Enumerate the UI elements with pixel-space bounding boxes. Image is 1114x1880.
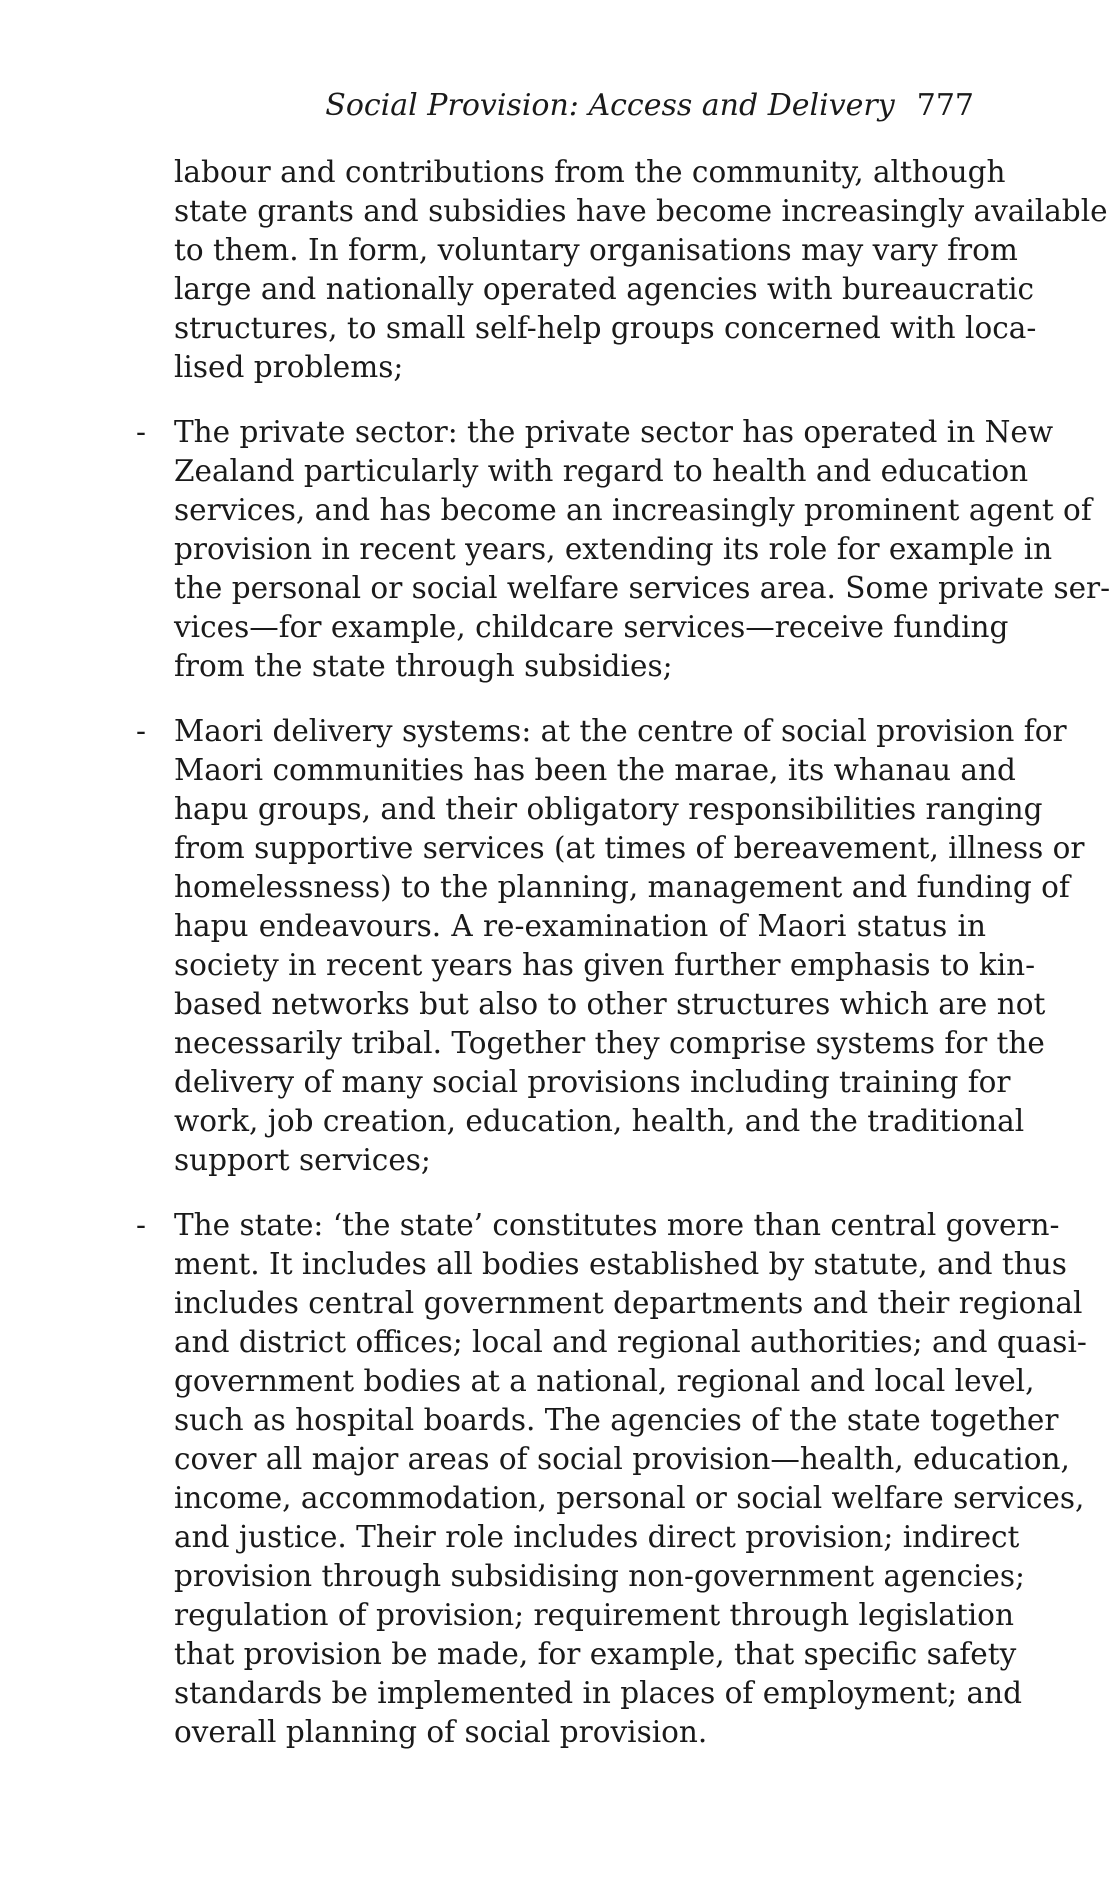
text-line: the personal or social welfare services area. Some private ser- (174, 571, 1111, 605)
text-line: delivery of many social provisions including training for (174, 1065, 1011, 1099)
text-line: government bodies at a national, regional and local level, (174, 1364, 1035, 1398)
continuation-paragraph (174, 153, 1108, 387)
text-line: based networks but also to other structures which are not (174, 987, 1046, 1021)
list-dash: - (136, 714, 146, 748)
list-dash: - (136, 415, 146, 449)
text-line: The private sector: the private sector has operated in New (174, 415, 1054, 449)
text-line: necessarily tribal. Together they comprise systems for the (174, 1026, 1045, 1060)
text-line: large and nationally operated agencies with bureaucratic (174, 272, 1035, 306)
text-line: support services; (174, 1143, 431, 1177)
text-line: provision through subsidising non-government agencies; (174, 1559, 1025, 1593)
text-line: such as hospital boards. The agencies of the state together (174, 1403, 1059, 1437)
text-line: from supportive services (at times of bereavement, illness or (174, 831, 1085, 865)
running-head (325, 88, 974, 124)
list-dash: - (136, 1208, 146, 1242)
text-line: income, accommodation, personal or social welfare services, (174, 1481, 1085, 1515)
text-line: to them. In form, voluntary organisations may vary from (174, 233, 1018, 267)
text-line: and district offices; local and regional authorities; and quasi- (174, 1325, 1087, 1359)
page-number: 777 (916, 88, 974, 123)
text-line: includes central government departments and their regional (174, 1286, 1083, 1320)
text-line: regulation of provision; requirement through legislation (174, 1598, 1014, 1632)
text-line: standards be implemented in places of employment; and (174, 1676, 1022, 1710)
body-text (136, 153, 1111, 1778)
running-head-title: Social Provision: Access and Delivery (325, 88, 895, 123)
text-line: homelessness) to the planning, management and funding of (174, 870, 1070, 904)
text-line: hapu groups, and their obligatory responsibilities ranging (174, 792, 1043, 826)
text-line: lised problems; (174, 350, 404, 384)
text-line: cover all major areas of social provision—health, education, (174, 1442, 1070, 1476)
text-line: labour and contributions from the community, although (174, 155, 1006, 189)
text-line: ment. It includes all bodies established by statute, and thus (174, 1247, 1067, 1281)
text-line: The state: ‘the state’ constitutes more than central govern- (174, 1208, 1060, 1242)
text-line: from the state through subsidies; (174, 649, 673, 683)
list-item-private-sector (136, 413, 1111, 686)
text-line: hapu endeavours. A re-examination of Maori status in (174, 909, 986, 943)
text-line: Maori delivery systems: at the centre of social provision for (174, 714, 1067, 748)
text-line: society in recent years has given further emphasis to kin- (174, 948, 1036, 982)
text-line: overall planning of social provision. (174, 1715, 708, 1749)
text-line: structures, to small self-help groups concerned with loca- (174, 311, 1037, 345)
list-item-maori-delivery-systems (136, 712, 1085, 1180)
text-line: Maori communities has been the marae, its whanau and (174, 753, 1016, 787)
text-line: work, job creation, education, health, and the traditional (174, 1104, 1025, 1138)
text-line: vices—for example, childcare services—receive funding (174, 610, 1009, 644)
text-line: Zealand particularly with regard to health and education (174, 454, 1029, 488)
text-line: provision in recent years, extending its role for example in (174, 532, 1053, 566)
text-line: services, and has become an increasingly prominent agent of (174, 493, 1092, 527)
text-line: that provision be made, for example, that specific safety (174, 1637, 1017, 1671)
text-line: and justice. Their role includes direct provision; indirect (174, 1520, 1020, 1554)
text-line: state grants and subsidies have become increasingly available (174, 194, 1108, 228)
list-item-the-state (136, 1206, 1087, 1752)
